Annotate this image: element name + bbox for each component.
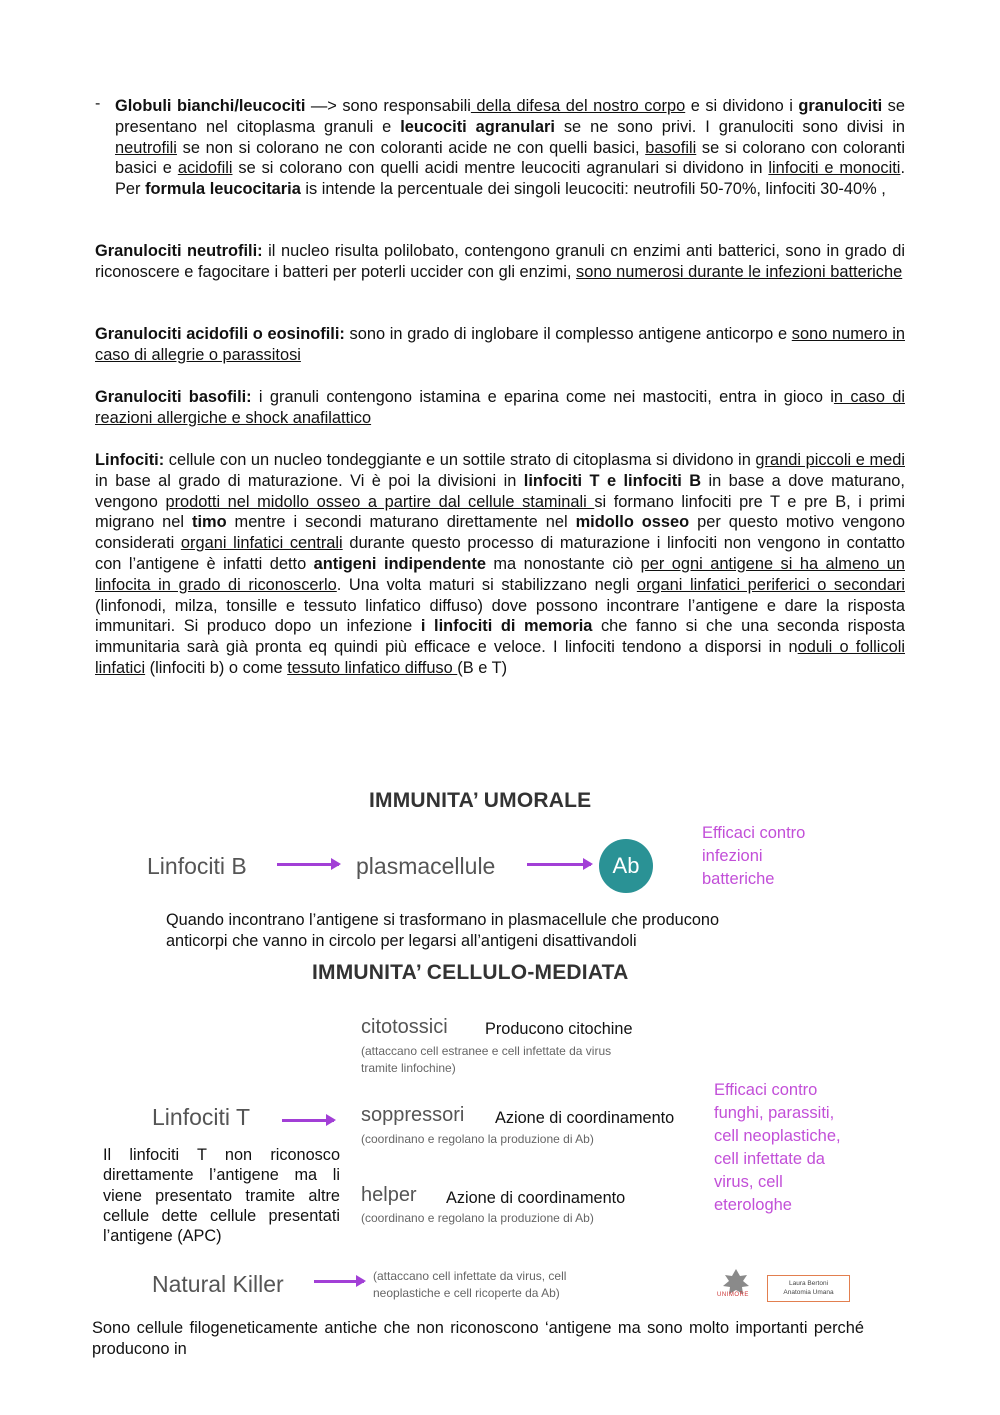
paragraph-linfociti: Linfociti: cellule con un nucleo tondeggiante e un sottile strato di citoplasma si dividono in grandi piccoli e medi in base al grado di maturazione. Vi è poi la divisioni in linfociti T e linfociti B in base a dove maturano, vengono prodotti nel midollo osseo a partire dal cellule staminali si formano linfociti pre T e pre B, i primi migrano nel timo mentre i secondi maturano direttamente nel midollo osseo per questo motivo vengono considerati organi linfatici centrali durante questo processo di maturazione i linfociti non vengono in contatto con l’antigene è infatti detto antigeni indipendente ma nonostante ciò per ogni antigene si ha almeno un linfocita in grado di riconoscerlo. Una volta maturi si stabilizzano negli organi linfatici periferici o secondari (linfonodi, milza, tonsille e tessuto linfatico diffuso) dove possono incontrare l’antigene e dare la risposta immunitari. Si produco dopo un infezione i linfociti di memoria che fanno si che una seconda risposta immunitaria sarà già pronta eq quindi più efficace e veloce. I linfociti tendono a disporsi in noduli o follicoli linfatici (linfociti b) o come tessuto linfatico diffuso (B e T) (95, 451, 905, 677)
soppressori-sub: (coordinano e regolano la produzione di Ab) (361, 1132, 594, 1146)
arrow-b-to-plasma (277, 863, 339, 866)
cellulo-effect: Efficaci contro funghi, parassiti, cell neoplastiche, cell infettate da virus, cell eterologhe (714, 1081, 841, 1214)
natural-killer-label: Natural Killer (152, 1271, 284, 1297)
soppressori-note: Azione di coordinamento (495, 1109, 675, 1127)
umorale-title: IMMUNITA’ UMORALE (369, 789, 592, 812)
linfociti-t-note: Il linfociti T non riconosco direttamente l’antigene ma li viene presentato tramite altre cellule dette cellule presentati l’antigene (APC) (103, 1146, 340, 1246)
natural-killer-footer: Sono cellule filogeneticamente antiche che non riconoscono ‘antigene ma sono molto importanti perché producono in (92, 1319, 864, 1358)
umorale-effect: Efficaci contro infezioni batteriche (702, 824, 806, 888)
paragraph-basofili: Granulociti basofili: i granuli contengono istamina e eparina come nei mastociti, entra in gioco in caso di reazioni allergiche e shock anafilattico (95, 388, 905, 427)
arrow-plasma-to-ab (527, 863, 591, 866)
bullet-dash: - (95, 95, 101, 112)
cellulo-title: IMMUNITA’ CELLULO-MEDIATA (312, 961, 629, 984)
linfociti-t-label: Linfociti T (152, 1104, 251, 1130)
author-badge: Laura Bertoni Anatomia Umana (767, 1275, 850, 1302)
nk-sub: (attaccano cell infettate da virus, cell neoplastiche e cell ricoperte da Ab) (373, 1269, 567, 1300)
citotossici-label: citotossici (361, 1016, 448, 1038)
paragraph-globuli-bianchi: Globuli bianchi/leucociti —> sono responsabili della difesa del nostro corpo e si dividono i granulociti se presentano nel citoplasma granuli e leucociti agranulari se ne sono privi. I granulociti sono divisi in neutrofili se non si colorano ne con coloranti acide ne con quelli basici, basofili se si colorano con coloranti basici e acidofili se si colorano con quelli acidi mentre leucociti agranulari si dividono in linfociti e monociti. Per formula leucocitaria is intende la percentuale dei singoli leucociti: neutrofili 50-70%, linfociti 30-40% , (115, 97, 906, 199)
citotossici-sub: (attaccano cell estranee e cell infettate da virus tramite linfochine) (361, 1044, 612, 1075)
helper-sub: (coordinano e regolano la produzione di Ab) (361, 1211, 594, 1225)
linfociti-b-label: Linfociti B (147, 853, 247, 879)
arrow-nk (314, 1280, 364, 1283)
unimore-logo-text: UNIMORE (717, 1292, 749, 1298)
unimore-logo-icon (720, 1266, 752, 1306)
umorale-note: Quando incontrano l’antigene si trasformano in plasmacellule che producono anticorpi che vanno in circolo per legarsi all’antigeni disattivandoli (166, 911, 719, 950)
ab-circle (599, 839, 653, 893)
helper-label: helper (361, 1184, 417, 1206)
ab-label: Ab (612, 853, 640, 878)
soppressori-label: soppressori (361, 1104, 465, 1126)
paragraph-acidofili: Granulociti acidofili o eosinofili: sono in grado di inglobare il complesso antigene anticorpo e sono numero in caso di allegrie o parassitosi (95, 325, 905, 364)
arrow-t (282, 1119, 334, 1122)
paragraph-neutrofili: Granulociti neutrofili: il nucleo risulta polilobato, contengono granuli cn enzimi anti batterici, sono in grado di riconoscere e fagocitare i batteri per poterli uccider con gli enzimi, sono numerosi durante le infezioni batteriche (95, 242, 906, 281)
plasmacellule-label: plasmacellule (356, 853, 496, 879)
citotossici-note: Producono citochine (485, 1020, 633, 1038)
helper-note: Azione di coordinamento (446, 1189, 626, 1207)
